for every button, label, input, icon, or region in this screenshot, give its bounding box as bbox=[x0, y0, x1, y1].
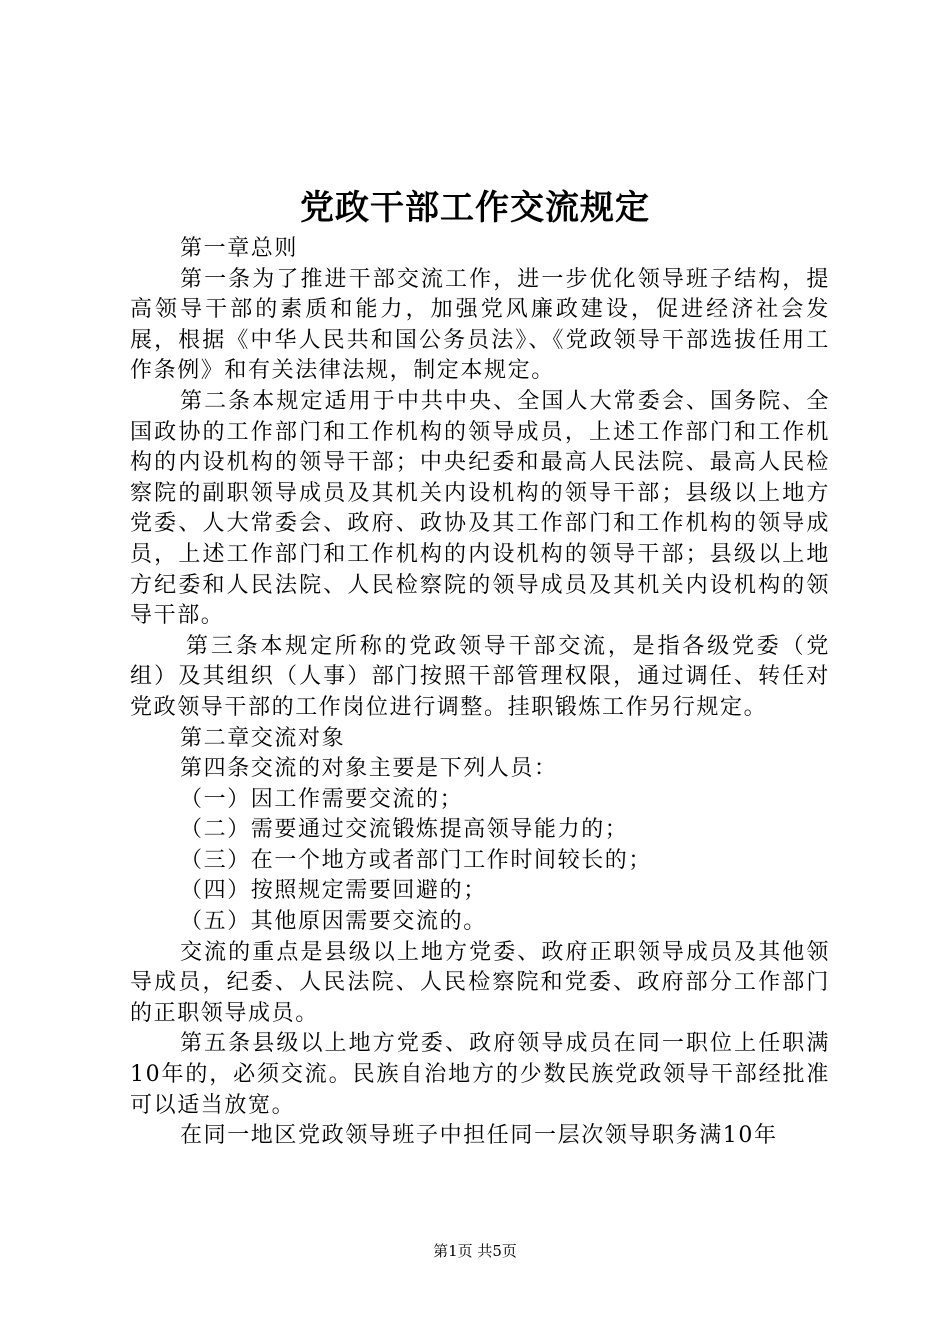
article-paragraph: 第四条交流的对象主要是下列人员： bbox=[180, 756, 558, 782]
article-paragraph: 交流的重点是县级以上地方党委、政府正职领导成员及其他领导成员，纪委、人民法院、人民检察院和党委、政府部分工作部门的正职领导成员。 bbox=[130, 939, 830, 1026]
document-title: 党政干部工作交流规定 bbox=[300, 188, 650, 228]
list-item: （四）按照规定需要回避的； bbox=[180, 878, 487, 904]
article-paragraph: 第二条本规定适用于中共中央、全国人大常委会、国务院、全国政协的工作部门和工作机构的领导成员，上述工作部门和工作机构的内设机构的领导干部；中央纪委和最高人民法院、最高人民检察院的副职领导成员及其机关内设机构的领导干部；县级以上地方党委、人大常委会、政府、政协及其工作部门和工作机构的领导成员，上述工作部门和工作机构的内设机构的领导干部；县级以上地方纪委和人民法院、人民检察院的领导成员及其机关内设机构的领导干部。 bbox=[130, 388, 830, 629]
list-item: （二）需要通过交流锻炼提高领导能力的； bbox=[180, 817, 629, 843]
document-body bbox=[130, 234, 830, 1152]
chapter-heading: 第一章总则 bbox=[180, 236, 299, 261]
list-item: （一）因工作需要交流的； bbox=[180, 786, 464, 812]
list-item: （五）其他原因需要交流的。 bbox=[180, 909, 487, 935]
article-paragraph: 第一条为了推进干部交流工作，进一步优化领导班子结构，提高领导干部的素质和能力，加强党风廉政建设，促进经济社会发展，根据《中华人民共和国公务员法》、《党政领导干部选拔任用工作条例》和有关法律法规，制定本规定。 bbox=[130, 266, 830, 384]
article-paragraph: 在同一地区党政领导班子中担任同一层次领导职务满10年 bbox=[180, 1123, 778, 1149]
list-item: （三）在一个地方或者部门工作时间较长的； bbox=[180, 847, 653, 873]
chapter-heading: 第二章交流对象 bbox=[180, 725, 346, 751]
article-paragraph: 第三条本规定所称的党政领导干部交流，是指各级党委（党组）及其组织（人事）部门按照干部管理权限，通过调任、转任对党政领导干部的工作岗位进行调整。挂职锻炼工作另行规定。 bbox=[130, 633, 830, 720]
article-paragraph: 第五条县级以上地方党委、政府领导成员在同一职位上任职满10年的，必须交流。民族自治地方的少数民族党政领导干部经批准可以适当放宽。 bbox=[130, 1031, 830, 1118]
page-number-footer: 第1页 共5页 bbox=[433, 1242, 517, 1260]
